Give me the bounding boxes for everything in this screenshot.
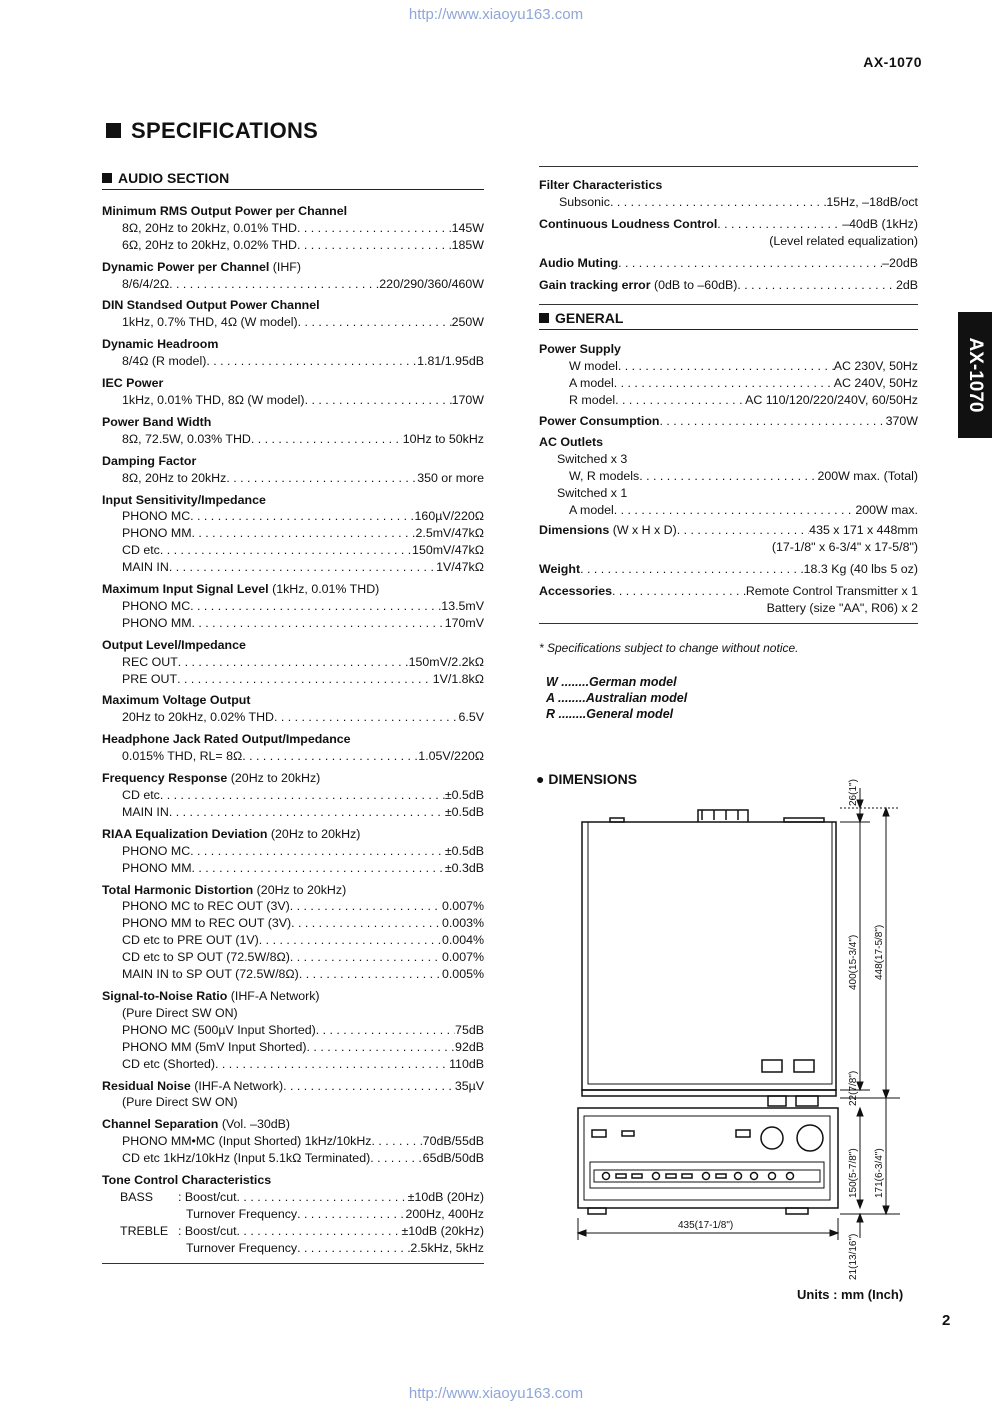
front-button [592,1130,606,1137]
spec-heading: Minimum RMS Output Power per Channel [102,203,348,218]
spec-row: PHONO MM . . . 170mV [102,615,484,632]
page-title: SPECIFICATIONS [106,118,318,144]
spec-heading: Channel Separation (Vol. –30dB) [102,1117,291,1132]
spec-heading: Filter Characteristics [539,178,663,192]
spec-row: CD etc (Shorted) . . . 110dB [102,1056,484,1073]
spec-row: PHONO MM to REC OUT (3V) . . . 0.003% [102,915,484,932]
spec-row: 1kHz, 0.7% THD, 4Ω (W model) . . . 250W [102,314,484,331]
spec-row: PHONO MM . . . ±0.3dB [102,860,484,877]
dim-label-171: 171(6-3/4") [874,1148,885,1198]
spec-row: PHONO MC (500µV Input Shorted) . . . 75dB [102,1022,484,1039]
spec-subnote: (Pure Direct SW ON) [122,1005,238,1020]
spec-heading: Maximum Voltage Output [102,693,251,708]
divider [102,1263,484,1264]
spec-subnote: (17-1/8" x 6-3/4" x 17-5/8") [771,540,918,555]
spec-row: 8Ω, 20Hz to 20kHz, 0.01% THD . . . 145W [102,220,484,237]
dim-label-22: 22(7/8") [848,1070,859,1106]
legend-item-w: W ........German model [546,675,677,689]
spec-row: 8/4Ω (R model) . . . 1.81/1.95dB [102,353,484,370]
spec-row: Turnover Frequency . . . 200Hz, 400Hz [102,1206,484,1223]
spec-row: PHONO MM (5mV Input Shorted) . . . 92dB [102,1039,484,1056]
legend-item-r: R ........General model [546,707,674,721]
spec-row: MAIN IN to SP OUT (72.5W/8Ω) . . . 0.005% [102,966,484,983]
spec-row: PRE OUT . . . 1V/1.8kΩ [102,671,484,688]
spec-row: PHONO MM•MC (Input Shorted) 1kHz/10kHz . . . 70dB/55dB [102,1133,484,1150]
dim-label-435: 435(17-1/8") [678,1220,734,1231]
watermark-url-top: http://www.xiaoyu163.com [408,6,584,23]
spec-row: CD etc . . . ±0.5dB [102,787,484,804]
spec-row: A model . . . AC 240V, 50Hz [539,375,918,392]
spec-row: BASS : Boost/cut . . . ±10dB (20Hz) [102,1189,484,1206]
spec-row: Weight . . . 18.3 Kg (40 lbs 5 oz) [539,561,918,578]
spec-subnote: Switched x 3 [557,451,628,466]
square-bullet-icon [539,313,549,323]
dimensions-heading: ● DIMENSIONS [536,771,638,787]
spec-row: Continuous Loudness Control . . . –40dB (1kHz) [539,216,918,233]
spec-heading: Maximum Input Signal Level (1kHz, 0.01% THD) [102,582,380,597]
spec-row: Dimensions (W x H x D) . . . 435 x 171 x 448mm [539,522,918,539]
page-number: 2 [942,1312,951,1329]
spec-heading: Frequency Response (20Hz to 20kHz) [102,771,321,786]
spec-heading: Input Sensitivity/Impedance [102,492,266,507]
spec-row: 1kHz, 0.01% THD, 8Ω (W model) . . . 170W [102,392,484,409]
spec-row: Gain tracking error (0dB to –60dB) . . . 2dB [539,277,918,294]
spec-row: PHONO MC . . . ±0.5dB [102,843,484,860]
spec-row: PHONO MC . . . 13.5mV [102,598,484,615]
spec-subnote: Switched x 1 [557,485,628,500]
spec-row: R model . . . AC 110/120/220/240V, 60/50Hz [539,392,918,409]
spec-row: 6Ω, 20Hz to 20kHz, 0.02% THD . . . 185W [102,237,484,254]
spec-heading: DIN Standsed Output Power Channel [102,298,320,313]
spec-row: Turnover Frequency . . . 2.5kHz, 5kHz [102,1240,484,1257]
section-heading-audio: AUDIO SECTION [102,170,484,190]
spec-heading: RIAA Equalization Deviation (20Hz to 20kHz) [102,826,361,841]
spec-heading: AC Outlets [539,434,604,449]
spec-row: TREBLE : Boost/cut . . . ±10dB (20kHz) [102,1223,484,1240]
footnote: * Specifications subject to change without notice. [539,641,799,655]
spec-row: Accessories . . . Remote Control Transmitter x 1 [539,583,918,600]
spec-row: CD etc 1kHz/10kHz (Input 5.1kΩ Terminated) . . . 65dB/50dB [102,1150,484,1167]
spec-heading: Total Harmonic Distortion (20Hz to 20kHz) [102,882,347,897]
side-tab-label: AX-1070 [965,337,986,413]
spec-subnote: (Level related equalization) [769,233,918,248]
dim-label-21: 21(13/16") [848,1233,859,1280]
spec-heading: Output Level/Impedance [102,637,246,652]
side-tab [958,312,992,438]
spec-row: Residual Noise (IHF-A Network) . . . 35µV [102,1078,484,1095]
legend-item-a: A ........Australian model [546,691,688,705]
divider [539,623,918,624]
spec-row: W model . . . AC 230V, 50Hz [539,358,918,375]
dim-label-400: 400(15-3/4") [848,934,859,990]
spec-row: 8Ω, 20Hz to 20kHz . . . 350 or more [102,470,484,487]
spec-row: 0.015% THD, RL= 8Ω . . . 1.05V/220Ω [102,748,484,765]
spec-row: Subsonic . . . 15Hz, –18dB/oct [539,194,918,211]
spec-heading: Signal-to-Noise Ratio (IHF-A Network) [102,988,320,1003]
spec-row: PHONO MM . . . 2.5mV/47kΩ [102,525,484,542]
spec-row: CD etc to SP OUT (72.5W/8Ω) . . . 0.007% [102,949,484,966]
spec-row: Power Consumption . . . 370W [539,413,918,430]
model-header: AX-1070 [863,54,922,70]
spec-row: 8/6/4/2Ω . . . 220/290/360/460W [102,276,484,293]
dim-label-26: 26(1") [848,779,859,806]
section-heading-general: GENERAL [539,310,918,330]
spec-row: REC OUT . . . 150mV/2.2kΩ [102,654,484,671]
spec-heading: IEC Power [102,376,164,391]
spec-row: A model . . . 200W max. [539,502,918,519]
spec-heading: Power Supply [539,342,621,357]
knob-small [761,1127,783,1149]
top-view-body [582,822,836,1090]
square-bullet-icon [106,123,121,138]
spec-subnote: (Pure Direct SW ON) [122,1095,238,1110]
spec-heading: Dynamic Headroom [102,337,219,352]
spec-row: MAIN IN . . . 1V/47kΩ [102,559,484,576]
square-bullet-icon [102,173,112,183]
dim-label-448: 448(17-5/8") [874,924,885,980]
dimensions-drawing [560,770,920,1282]
model-legend [546,674,687,722]
spec-row: CD etc to PRE OUT (1V) . . . 0.004% [102,932,484,949]
spec-row: CD etc . . . 150mV/47kΩ [102,542,484,559]
spec-heading: Headphone Jack Rated Output/Impedance [102,732,351,747]
spec-heading: Tone Control Characteristics [102,1173,272,1188]
audio-section [102,170,484,1264]
spec-heading: Damping Factor [102,453,197,468]
right-column [539,166,918,624]
watermark-url-bottom: http://www.xiaoyu163.com [408,1385,584,1402]
spec-subnote: Battery (size "AA", R06) x 2 [766,601,918,616]
knob-large [797,1125,823,1151]
divider [539,166,918,167]
spec-heading: Dynamic Power per Channel (IHF) [102,259,301,274]
spec-row: PHONO MC to REC OUT (3V) . . . 0.007% [102,898,484,915]
units-label: Units : mm (Inch) [797,1287,904,1302]
spec-row: Audio Muting . . . –20dB [539,255,918,272]
divider [539,304,918,305]
spec-row: MAIN IN . . . ±0.5dB [102,804,484,821]
spec-heading: Power Band Width [102,414,212,429]
spec-row: PHONO MC . . . 160µV/220Ω [102,508,484,525]
spec-row: W, R models . . . 200W max. (Total) [539,468,918,485]
dim-label-150: 150(5-7/8") [848,1148,859,1198]
spec-row: 20Hz to 20kHz, 0.02% THD . . . 6.5V [102,709,484,726]
spec-row: 8Ω, 72.5W, 0.03% THD . . . 10Hz to 50kHz [102,431,484,448]
